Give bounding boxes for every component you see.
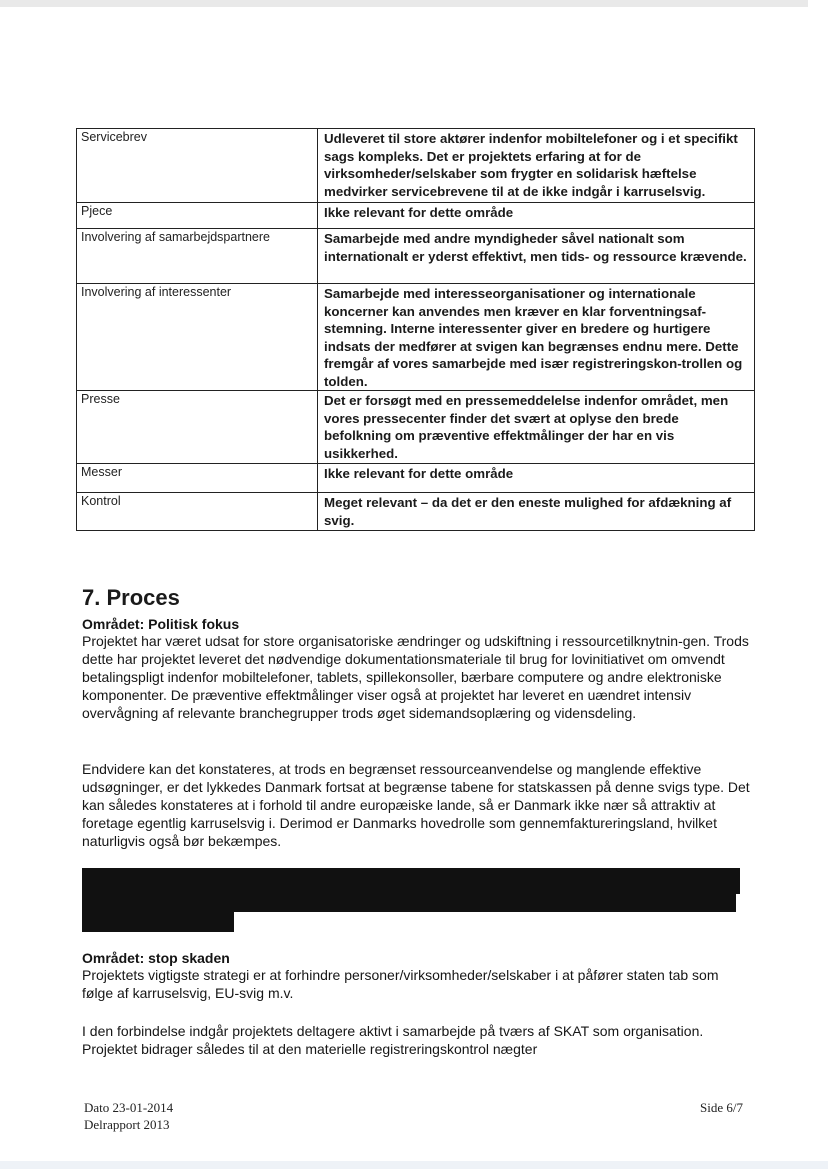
redaction-bar — [82, 868, 740, 894]
paragraph: Projektet har været udsat for store organisatoriske ændringer og udskiftning i ressourcetilknytnin-gen. Trods dette har projektet leveret det nødvendige dokumentationsmateriale til brug for lovinitiativet om omvendt betalingspligt indenfor mobiltelefoner, tablets, spillekonsoller, bærbare computere og andre elektroniske komponenter. De præventive effektmålinger viser også at projektet har leveret en uændret intensiv overvågning af relevante branchegrupper trods øget sidemandsoplæring og vidensdeling. — [82, 633, 749, 721]
bottom-edge — [0, 1161, 828, 1169]
section-body-4 — [82, 1022, 750, 1058]
row-label: Pjece — [77, 203, 318, 229]
footer-report: Delrapport 2013 — [84, 1117, 170, 1132]
redaction-bar — [82, 912, 234, 932]
section-heading: 7. Proces — [82, 585, 180, 610]
table-row — [77, 203, 755, 229]
section-body-1 — [82, 616, 750, 722]
table-row — [77, 493, 755, 531]
row-text: Ikke relevant for dette område — [318, 203, 755, 229]
row-label: Involvering af interessenter — [77, 284, 318, 391]
top-edge — [0, 0, 808, 7]
paragraph: Projektets vigtigste strategi er at forhindre personer/virksomheder/selskaber i at påfører staten tab som følge af karruselsvig, EU-svig m.v. — [82, 967, 719, 1001]
row-text: Samarbejde med interesseorganisationer og internationale koncerner kan anvendes men kræver en klar forventningsaf-stemning. Interne interessenter giver en bredere og hurtigere indsats der medfører at svigen kan begrænses endnu mere. Dette fremgår af vores samarbejde med især registreringskon-trollen og tolden. — [318, 284, 755, 391]
row-label: Involvering af samarbejdspartnere — [77, 229, 318, 284]
row-text: Det er forsøgt med en pressemeddelelse indenfor området, men vores pressecenter finder det svært at oplyse den brede befolkning om præventive effektmålinger der har en vis usikkerhed. — [318, 391, 755, 464]
row-label: Messer — [77, 464, 318, 493]
section-body-3 — [82, 950, 750, 1002]
row-text: Udleveret til store aktører indenfor mobiltelefoner og i et specifikt sags kompleks. Det er projektets erfaring at for de virksomheder/selskaber som frygter en solidarisk hæftelse medvirker servicebrevene til at de ikke indgår i karruselsvig. — [318, 129, 755, 203]
subheading-stop-skaden: Området: stop skaden — [82, 950, 230, 966]
page-number: Side 6/7 — [700, 1100, 743, 1115]
paragraph: I den forbindelse indgår projektets deltagere aktivt i samarbejde på tværs af SKAT som organisation. Projektet bidrager således til at den materielle registreringskontrol nægter — [82, 1023, 704, 1057]
table-row — [77, 391, 755, 464]
redaction-bar — [82, 894, 736, 912]
subheading-politisk-fokus: Området: Politisk fokus — [82, 616, 240, 632]
row-text: Ikke relevant for dette område — [318, 464, 755, 493]
row-label: Presse — [77, 391, 318, 464]
table-row — [77, 464, 755, 493]
row-text: Samarbejde med andre myndigheder såvel nationalt som internationalt er yderst effektivt, men tids- og ressource krævende. — [318, 229, 755, 284]
footer-left — [84, 1099, 173, 1133]
row-label: Kontrol — [77, 493, 318, 531]
table-row — [77, 229, 755, 284]
row-text: Meget relevant – da det er den eneste mulighed for afdækning af svig. — [318, 493, 755, 531]
table-row — [77, 129, 755, 203]
section-body-2 — [82, 760, 750, 850]
footer-date: Dato 23-01-2014 — [84, 1100, 174, 1115]
table-row — [77, 284, 755, 391]
paragraph: Endvidere kan det konstateres, at trods en begrænset ressourceanvendelse og manglende effektive udsøgninger, er det lykkedes Danmark fortsat at begrænse tabene for statskassen på denne svigs type. Det kan således konstateres at i forhold til andre europæiske lande, så er Danmark ikke nær så attraktiv at foretage egentlig karruselsvig i. Derimod er Danmarks hovedrolle som gennemfaktureringsland, hvilket naturligvis også bør bekæmpes. — [82, 761, 750, 849]
row-label: Servicebrev — [77, 129, 318, 203]
communication-table — [76, 128, 755, 531]
